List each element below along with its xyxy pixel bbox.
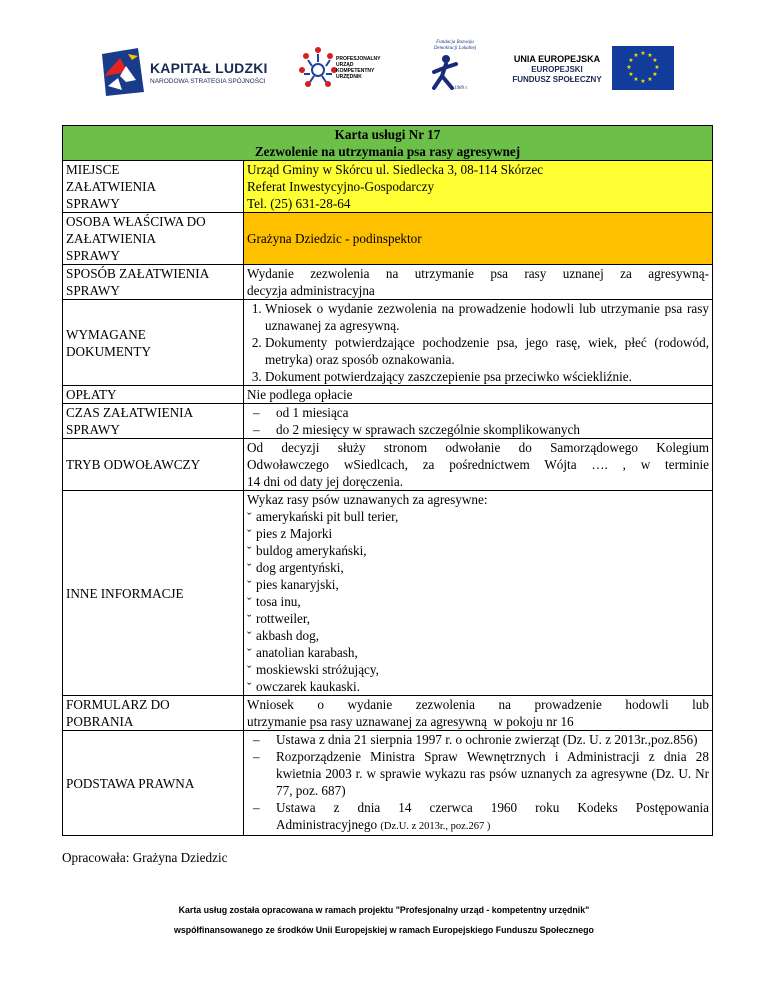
svg-text:★: ★ [640,78,646,85]
row-miejsce [63,161,713,213]
label-dokumenty: WYMAGANE DOKUMENTY [63,300,244,386]
office-phone: Tel. (25) 631-28-64 [247,196,351,211]
list-item: – Rozporządzenie Ministra Spraw Wewnętrznych i Administracji z dnia 28 kwietnia 2003 r. w sprawie wykazu ras psów uznanych za agresywne (Dz. U. Nr 77, poz. 687) [247,748,709,799]
value-czas [244,404,713,439]
service-card-table [62,125,713,836]
row-podstawa [63,731,713,836]
value-inne [244,491,713,696]
list-item: ˇ owczarek kaukaski. [247,678,709,695]
list-item: 1. Wniosek o wydanie zezwolenia na prowadzenie hodowli lub utrzymanie psa rasy uznawanej za agresywną. [265,300,709,334]
svg-text:★: ★ [628,71,634,78]
svg-text:★: ★ [633,76,639,83]
fundacja-logo [420,40,488,106]
footer-note-line2: współfinansowanego ze środków Unii Europejskiej w ramach Europejskiego Funduszu Społecznego [174,925,594,935]
list-item: ˇ rottweiler, [247,610,709,627]
office-department: Referat Inwestycyjno-Gospodarczy [247,179,435,194]
label-formularz: FORMULARZ DO POBRANIA [63,696,244,731]
unia-line2: EUROPEJSKI FUNDUSZ SPOŁECZNY [512,65,602,84]
row-tryb [63,439,713,491]
list-item: 3. Dokument potwierdzający zaszczepienie psa przeciwko wściekliźnie. [265,368,709,385]
svg-text:★: ★ [628,57,634,64]
svg-text:★: ★ [647,76,653,83]
label-miejsce: MIEJSCE ZAŁATWIENIA SPRAWY [63,161,244,213]
office-address: Urząd Gminy w Skórcu ul. Siedlecka 3, 08-114 Skórzec [247,162,544,177]
prepared-by: Opracowała: Grażyna Dziedzic [62,850,228,865]
list-item: ˇ buldog amerykański, [247,542,709,559]
profesjonalny-urzad-logo [298,44,408,100]
people-circle-icon [298,44,338,96]
list-item: ˇ amerykański pit bull terier, [247,508,709,525]
svg-text:★: ★ [640,50,646,57]
row-oplaty [63,386,713,404]
formularz-line1: Wniosek o wydanie zezwolenia na prowadzenie hodowli lub [247,697,709,712]
card-header-row [63,126,713,161]
tryb-line1: Od decyzji służy stronom odwołanie do Samorządowego Kolegium [247,440,709,455]
sposob-line2: decyzja administracyjna [247,283,375,298]
row-inne [63,491,713,696]
label-osoba: OSOBA WŁAŚCIWA DO ZAŁATWIENIA SPRAWY [63,213,244,265]
label-oplaty: OPŁATY [63,386,244,404]
list-item: ˇ tosa inu, [247,593,709,610]
row-czas [63,404,713,439]
list-item: ˇ akbash dog, [247,627,709,644]
card-title: Zezwolenie na utrzymania psa rasy agresywnej [254,144,521,159]
unia-line1: UNIA EUROPEJSKA [513,54,601,64]
value-sposob [244,265,713,300]
list-item: ˇ pies z Majorki [247,525,709,542]
value-osoba: Grażyna Dziedzic - podinspektor [244,213,713,265]
profesjonalny-urzad-text: PROFESJONALNY URZĄD KOMPETENTNY URZĘDNIK [336,56,381,80]
value-tryb [244,439,713,491]
row-formularz [63,696,713,731]
list-item: ˇ pies kanaryjski, [247,576,709,593]
list-item: ˇ anatolian karabash, [247,644,709,661]
label-podstawa: PODSTAWA PRAWNA [63,731,244,836]
row-sposob [63,265,713,300]
formularz-line2: utrzymanie psa rasy uznawanej za agresywną w pokoju nr 16 [247,714,574,729]
list-item: ˇ moskiewski stróżujący, [247,661,709,678]
tryb-line2: Odwoławczego wSiedlcach, za pośrednictwem Wójta …. , w terminie [247,457,709,472]
list-item: – do 2 miesięcy w sprawach szczególnie skomplikowanych [247,421,709,438]
label-czas: CZAS ZAŁATWIENIA SPRAWY [63,404,244,439]
legal-basis-list [247,731,709,835]
svg-text:★: ★ [652,71,658,78]
unia-europejska-logo [508,46,678,100]
list-item: ˇ dog argentyński, [247,559,709,576]
svg-text:★: ★ [647,52,653,59]
svg-text:★: ★ [654,64,660,71]
kapital-ludzki-subtitle: NARODOWA STRATEGIA SPÓJNOŚCI [150,78,266,85]
label-tryb: TRYB ODWOŁAWCZY [63,439,244,491]
kapital-ludzki-title: KAPITAŁ LUDZKI [150,60,268,76]
card-number: Karta usługi Nr 17 [334,127,441,142]
documents-list [247,300,709,385]
label-inne: INNE INFORMACJE [63,491,244,696]
logo-bar [98,40,678,106]
eu-flag-icon [612,46,674,90]
row-dokumenty [63,300,713,386]
breeds-intro: Wykaz rasy psów uznawanych za agresywne: [247,492,488,507]
list-item [247,799,709,835]
row-osoba [63,213,713,265]
sposob-line1: Wydanie zezwolenia na utrzymanie psa rasy uznanej za agresywną- [247,266,709,281]
legal-item3-main: Ustawa z dnia 14 czerwca 1960 roku Kodeks Postępowania Administracyjnego [276,800,709,832]
list-item: – Ustawa z dnia 21 sierpnia 1997 r. o ochronie zwierząt (Dz. U. z 2013r.,poz.856) [247,731,709,748]
value-formularz [244,696,713,731]
running-figure-icon [428,54,468,90]
time-list [247,404,709,438]
value-oplaty: Nie podlega opłacie [244,386,713,404]
value-dokumenty [244,300,713,386]
svg-text:★: ★ [652,57,658,64]
tryb-line3: 14 dni od daty jej doręczenia. [247,474,403,489]
kapital-ludzki-logo [98,46,278,98]
svg-text:★: ★ [626,64,632,71]
value-podstawa [244,731,713,836]
value-miejsce [244,161,713,213]
list-item: – od 1 miesiąca [247,404,709,421]
svg-text:★: ★ [633,52,639,59]
fundacja-title: Fundacja Rozwoju Demokracji Lokalnej [433,40,477,51]
label-sposob: SPOSÓB ZAŁATWIENIA SPRAWY [63,265,244,300]
card-header [63,126,713,161]
fundacja-year: 1989 r. [454,86,468,91]
footer-note-line1: Karta usług została opracowana w ramach projektu "Profesjonalny urząd - kompetentny urzędnik" [178,905,590,915]
breeds-list [247,508,709,695]
legal-item3-ref: (Dz.U. z 2013r., poz.267 ) [380,821,491,832]
kapital-ludzki-emblem-icon [98,46,148,98]
list-item: 2. Dokumenty potwierdzające pochodzenie psa, jego rasę, wiek, płeć (rodowód, metryka) oraz sposób oznakowania. [265,334,709,368]
